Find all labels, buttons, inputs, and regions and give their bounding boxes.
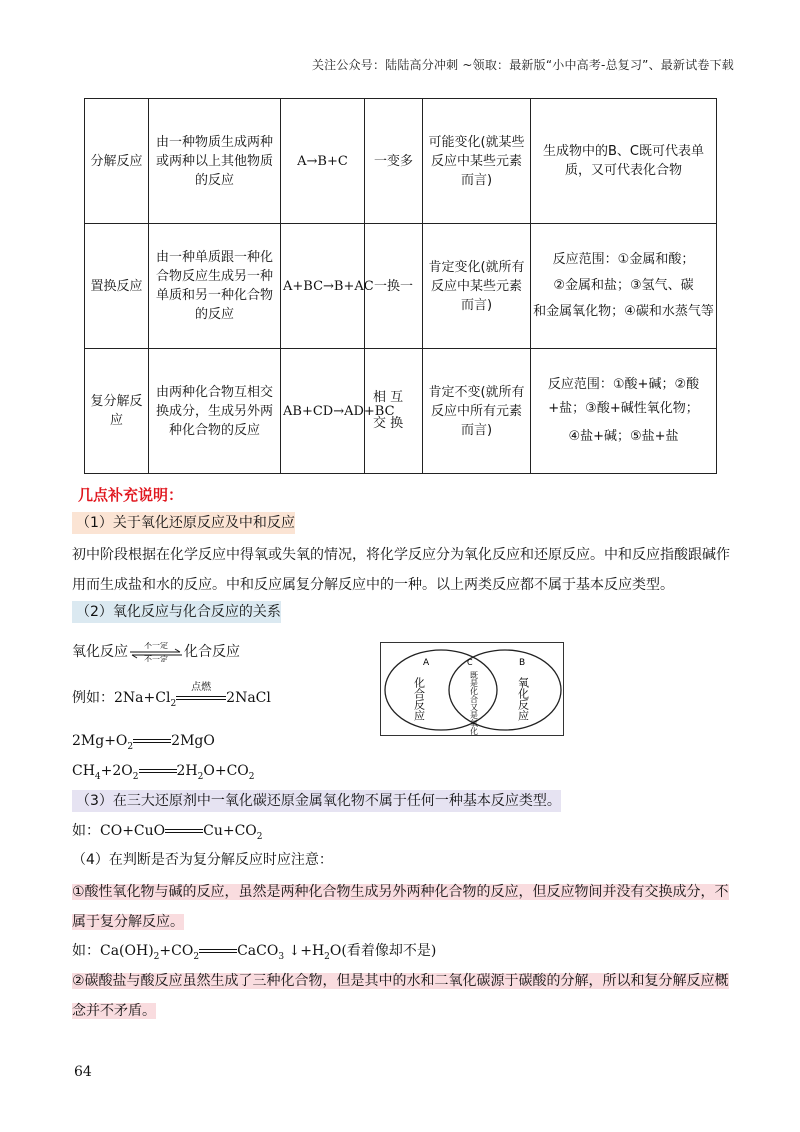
reaction-name: 分解反应 xyxy=(85,99,149,224)
reaction-formula: A→B+C xyxy=(281,99,365,224)
condition-equals xyxy=(176,682,226,708)
venn-b-text: 氧化反应 xyxy=(516,677,530,721)
reaction-definition: 由一种单质跟一种化合物反应生成另一种单质和另一种化合物的反应 xyxy=(149,224,281,349)
equals-sign xyxy=(199,941,237,961)
reaction-valence: 肯定变化(就所有反应中某些元素而言) xyxy=(423,224,531,349)
feature-line: 交 换 xyxy=(373,416,404,431)
reaction-name: 置换反应 xyxy=(85,224,149,349)
section-title: 几点补充说明： xyxy=(78,486,184,504)
eq-rhs: 2NaCl xyxy=(226,690,271,706)
eq-part: +2O xyxy=(100,763,133,779)
note-line: 反应范围：①酸+碱；②酸+盐；③酸+碱性氧化物； xyxy=(547,377,700,416)
subsection-4-title: （4）在判断是否为复分解反应时应注意： xyxy=(72,852,333,868)
eq-sub: 4 xyxy=(94,771,101,782)
page-number: 64 xyxy=(74,1064,92,1080)
table-row xyxy=(85,349,717,474)
reaction-notes xyxy=(531,349,717,474)
reaction-feature xyxy=(365,349,423,474)
subsection-3-title xyxy=(72,790,561,812)
eq-rhs: 2MgO xyxy=(171,733,215,749)
eq-lhs: 2Mg+O xyxy=(72,733,128,749)
eq-sub: 2 xyxy=(132,771,139,782)
reaction-type-table xyxy=(84,98,717,474)
reaction-notes xyxy=(531,224,717,349)
reaction-notes xyxy=(531,99,717,224)
double-arrow xyxy=(128,642,184,662)
venn-a-text: 化合反应 xyxy=(412,677,426,721)
double-arrow-icon xyxy=(128,642,184,662)
eq-lhs: CO+CuO xyxy=(100,823,166,839)
example-5 xyxy=(72,941,436,967)
eq-lhs: 2Na+Cl xyxy=(114,690,171,706)
eq-rhs: Cu+CO xyxy=(203,823,257,839)
venn-a-letter: A xyxy=(423,658,430,668)
page-header: 关注公众号：陆陆高分冲刺 ~领取：最新版“小中高考-总复习”、最新试卷下载 xyxy=(311,58,734,72)
eq-part: CaCO xyxy=(237,943,279,959)
subsection-4-point-2 xyxy=(72,966,732,1026)
subsection-4-point-1 xyxy=(72,877,732,937)
example-2 xyxy=(72,731,215,757)
venn-c-text: 既是化合又是氧化 xyxy=(469,671,479,735)
note-line: ④盐+碱；⑤盐+盐 xyxy=(568,429,679,444)
reaction-formula: A+BC→B+AC xyxy=(281,224,365,349)
subsection-1-title xyxy=(72,512,295,534)
relation-right: 化合反应 xyxy=(184,644,240,660)
example-prefix: 如： xyxy=(72,823,100,839)
table-row xyxy=(85,224,717,349)
venn-b-letter: B xyxy=(519,658,526,668)
eq-sub: 2 xyxy=(248,771,255,782)
eq-part: 2H xyxy=(176,763,198,779)
example-1 xyxy=(72,682,271,714)
reaction-formula: AB+CD→AD+BC xyxy=(281,349,365,474)
eq-part: Ca(OH) xyxy=(100,943,154,959)
relation-line xyxy=(72,642,240,662)
example-3 xyxy=(72,761,255,787)
note-line: 反应范围：①金属和酸； xyxy=(552,252,695,267)
subsection-2-title-text: （2）氧化反应与化合反应的关系 xyxy=(76,604,281,620)
reaction-valence: 肯定不变(就所有反应中所有元素而言) xyxy=(423,349,531,474)
eq-part: O+CO xyxy=(203,763,249,779)
equals-sign xyxy=(165,821,203,841)
subsection-2-title xyxy=(72,601,281,623)
example-4 xyxy=(72,821,263,847)
reaction-definition: 由两种化合物互相交换成分，生成另外两种化合物的反应 xyxy=(149,349,281,474)
eq-sub: 3 xyxy=(278,951,285,962)
eq-sub: 2 xyxy=(127,741,134,752)
eq-sub: 2 xyxy=(256,831,263,842)
note-line: 生成物中的B、C既可代表单质，又可代表化合物 xyxy=(543,144,704,178)
example-prefix: 例如： xyxy=(72,690,114,706)
equals-sign xyxy=(133,731,171,751)
eq-part: ↓+H xyxy=(284,943,325,959)
eq-sub: 2 xyxy=(170,698,177,709)
eq-sub: 2 xyxy=(197,771,204,782)
equals-sign xyxy=(139,761,177,781)
feature-text: 一换一 xyxy=(373,278,413,294)
table-row xyxy=(85,99,717,224)
eq-sub: 2 xyxy=(153,951,160,962)
eq-sub: 2 xyxy=(193,951,200,962)
venn-svg xyxy=(381,643,563,735)
point-1-text: ①酸性氧化物与碱的反应，虽然是两种化合物生成另外两种化合物的反应，但反应物间并没有交换成分，不属于复分解反应。 xyxy=(72,884,729,930)
eq-part: O(看着像却不是) xyxy=(329,943,437,959)
reaction-valence: 可能变化(就某些反应中某些元素而言) xyxy=(423,99,531,224)
note-line: ②金属和盐；③氢气、碳 xyxy=(553,278,694,293)
reaction-definition: 由一种物质生成两种或两种以上其他物质的反应 xyxy=(149,99,281,224)
relation-top: 不一定 xyxy=(144,642,168,650)
subsection-1-body: 初中阶段根据在化学反应中得氧或失氧的情况，将化学反应分为氧化反应和还原反应。中和反应指酸跟碱作用而生成盐和水的反应。中和反应属复分解反应中的一种。以上两类反应都不属于基本反应类型。 xyxy=(72,547,730,593)
condition-text: 点燃 xyxy=(191,682,212,693)
relation-bottom: 不一定 xyxy=(144,655,168,662)
reaction-name: 复分解反应 xyxy=(85,349,149,474)
example-prefix: 如： xyxy=(72,943,100,959)
eq-sub: 2 xyxy=(324,951,330,962)
reaction-feature xyxy=(365,99,423,224)
relation-left: 氧化反应 xyxy=(72,644,128,660)
point-2-text: ②碳酸盐与酸反应虽然生成了三种化合物，但是其中的水和二氧化碳源于碳酸的分解，所以和复分解反应概念并不矛盾。 xyxy=(72,973,729,1019)
subsection-1-title-text: （1）关于氧化还原反应及中和反应 xyxy=(76,515,295,531)
reaction-feature xyxy=(365,224,423,349)
eq-part: CH xyxy=(72,763,95,779)
feature-text: 一变多 xyxy=(373,153,413,169)
venn-c-letter: C xyxy=(467,658,473,667)
feature-line: 相 互 xyxy=(373,390,404,405)
eq-part: +CO xyxy=(159,943,194,959)
venn-diagram xyxy=(380,642,564,736)
subsection-3-title-text: （3）在三大还原剂中一氧化碳还原金属氧化物不属于任何一种基本反应类型。 xyxy=(76,793,561,809)
note-line: 和金属氧化物；④碳和水蒸气等 xyxy=(533,304,714,319)
